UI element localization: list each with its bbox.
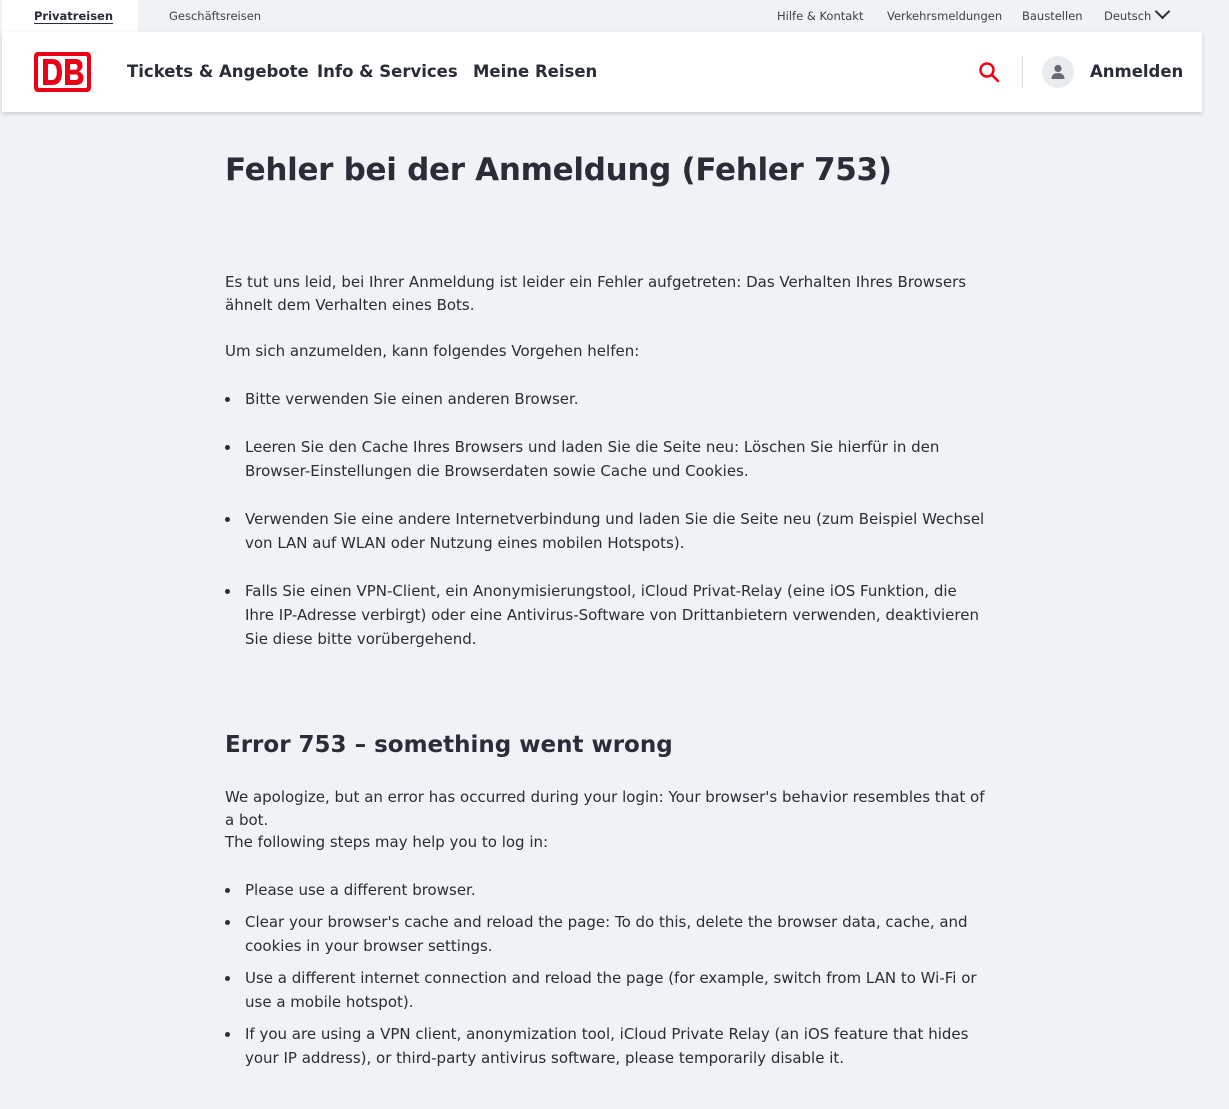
list-item-text: Leeren Sie den Cache Ihres Browsers und laden Sie die Seite neu: Löschen Sie hierfür in den Browser-Einstellungen die Browserdaten sowie Cache und Cookies. (245, 438, 940, 480)
bullet-icon (225, 589, 230, 594)
nav-tickets-angebote[interactable]: Tickets & Angebote (127, 62, 309, 81)
nav-meine-reisen[interactable]: Meine Reisen (473, 62, 598, 81)
tab-geschaeftsreisen[interactable]: Geschäftsreisen (169, 9, 262, 23)
nav-info-services[interactable]: Info & Services (317, 62, 458, 81)
language-selector[interactable] (1104, 0, 1168, 32)
chevron-down-icon (1155, 4, 1171, 20)
list-item-text: Verwenden Sie eine andere Internetverbindung und laden Sie die Seite neu (zum Beispiel Wechsel von LAN auf WLAN oder Nutzung eines mobilen Hotspots). (245, 510, 985, 552)
list-item-text: Bitte verwenden Sie einen anderen Browser. (245, 390, 579, 408)
list-item-text: If you are using a VPN client, anonymization tool, iCloud Private Relay (an iOS feature that hides your IP address), or third-party antivirus software, please temporarily disable it. (245, 1025, 969, 1067)
main-header (2, 32, 1202, 112)
page (2, 0, 1202, 1109)
avatar (1042, 56, 1074, 88)
list-item-text: Use a different internet connection and reload the page (for example, switch from LAN to Wi-Fi or use a mobile hotspot). (245, 969, 977, 1011)
user-icon (1042, 56, 1074, 88)
bullet-icon (225, 397, 230, 402)
list-item-text: Falls Sie einen VPN-Client, ein Anonymisierungstool, iCloud Privat-Relay (eine iOS Funktion, die Ihre IP-Adresse verbirgt) oder eine Antivirus-Software von Drittanbietern verwenden, deaktivieren Sie diese bitte vorübergehend. (245, 582, 979, 648)
en-section-title: Error 753 – something went wrong (225, 732, 673, 758)
bullet-icon (225, 976, 230, 981)
tab-privatreisen-label: Privatreisen (34, 9, 114, 23)
meta-navigation (2, 0, 1202, 32)
bullet-icon (225, 888, 230, 893)
en-intro-text: We apologize, but an error has occurred during your login: Your browser's behavior resembles that of a bot. (225, 788, 985, 829)
link-baustellen[interactable]: Baustellen (1022, 9, 1083, 23)
language-label: Deutsch (1104, 9, 1152, 23)
tab-privatreisen[interactable] (2, 0, 138, 32)
login-button[interactable] (1042, 56, 1184, 88)
bullet-icon (225, 445, 230, 450)
bullet-icon (225, 1032, 230, 1037)
bullet-icon (225, 517, 230, 522)
list-item-text: Clear your browser's cache and reload the page: To do this, delete the browser data, cache, and cookies in your browser settings. (245, 913, 968, 955)
link-verkehrsmeldungen[interactable]: Verkehrsmeldungen (887, 9, 1003, 23)
search-icon (977, 60, 1001, 84)
de-steps-intro: Um sich anzumelden, kann folgendes Vorgehen helfen: (225, 342, 640, 360)
login-label: Anmelden (1090, 62, 1184, 81)
link-hilfe-kontakt[interactable]: Hilfe & Kontakt (777, 9, 864, 23)
de-intro-text: Es tut uns leid, bei Ihrer Anmeldung ist leider ein Fehler aufgetreten: Das Verhalten Ihres Browsers ähnelt dem Verhalten eines Bots. (225, 273, 967, 314)
en-steps-intro: The following steps may help you to log in: (225, 833, 549, 851)
list-item-text: Please use a different browser. (245, 881, 476, 899)
db-logo-icon (34, 52, 91, 92)
header-divider (1022, 56, 1023, 88)
bullet-icon (225, 920, 230, 925)
page-title: Fehler bei der Anmeldung (Fehler 753) (225, 152, 892, 188)
search-button[interactable] (977, 60, 1001, 84)
